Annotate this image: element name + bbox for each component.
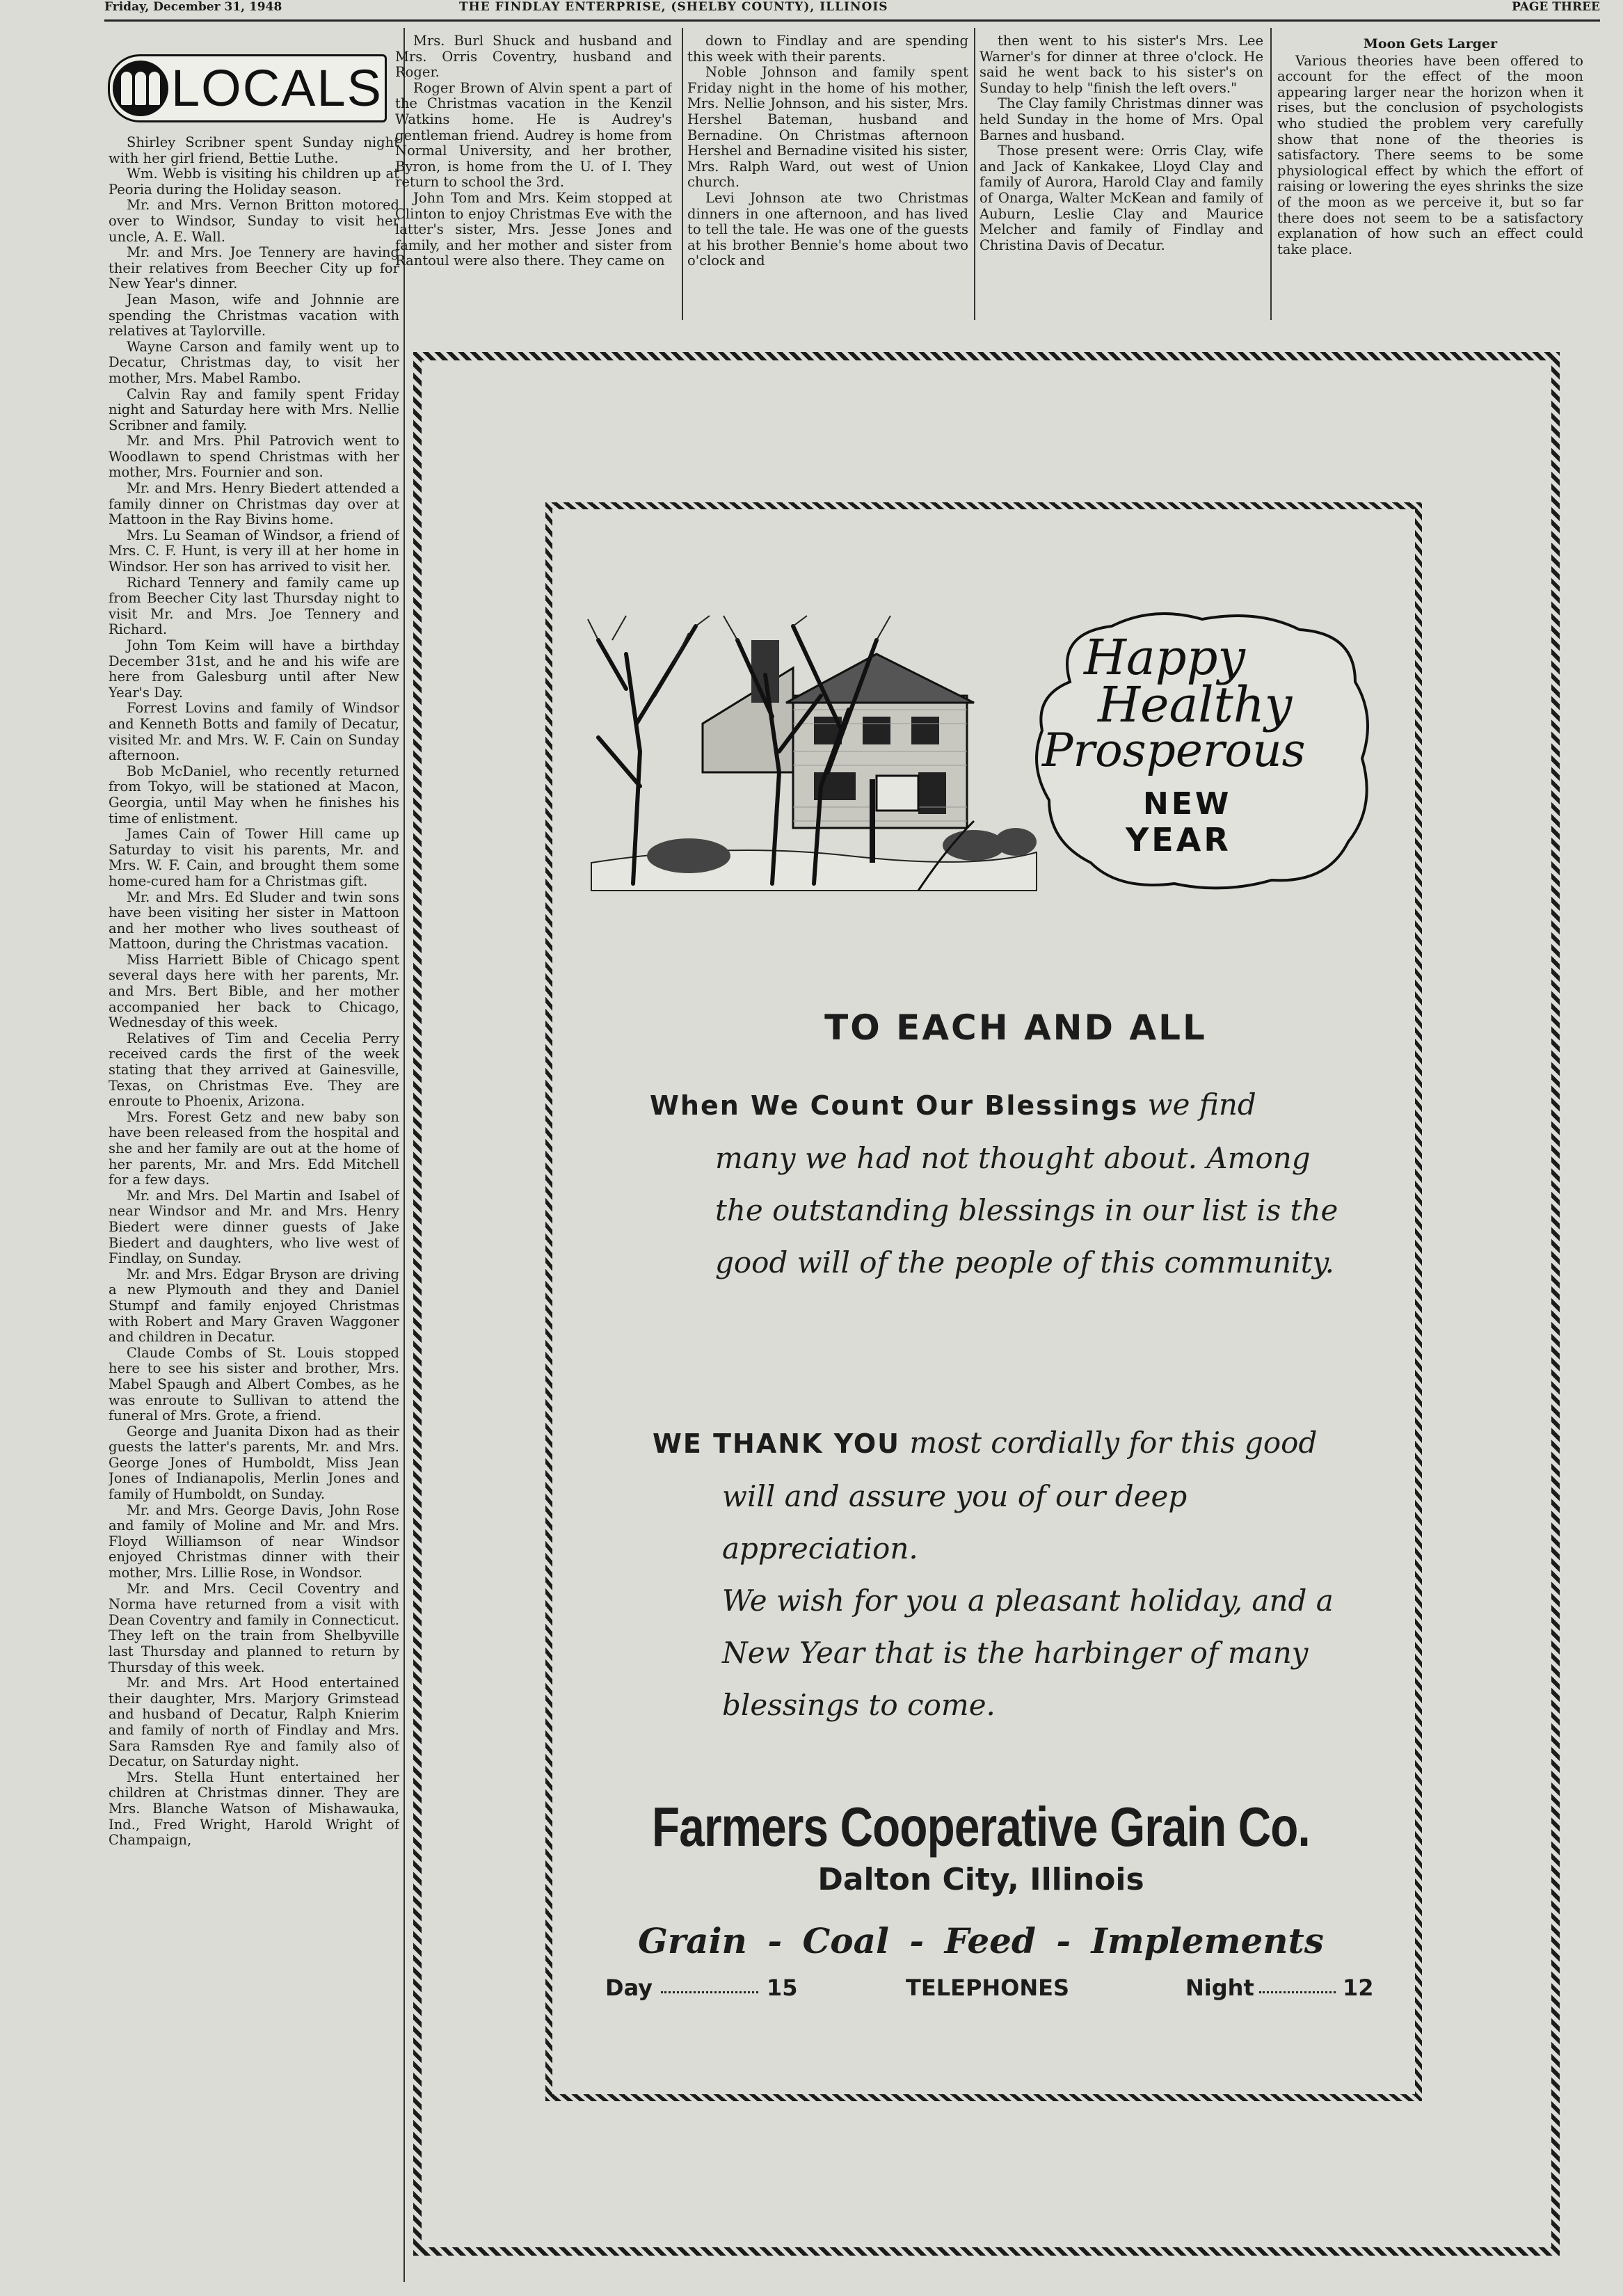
thank-you-paragraph <box>653 1417 1390 1731</box>
thank-you-line-5: blessings to come. <box>722 1688 996 1722</box>
greeting-prosperous: Prosperous <box>1042 724 1306 777</box>
blessings-line-3: the outstanding blessings in our list is the <box>715 1193 1338 1227</box>
news-paragraph: down to Findlay and are spending this week with their parents. <box>687 33 968 65</box>
news-paragraph: Wm. Webb is visiting his children up at Peoria during the Holiday season. <box>109 166 399 198</box>
company-city: Dalton City, Illinois <box>817 1862 1144 1897</box>
header-page-number: PAGE THREE <box>1512 0 1600 14</box>
thank-you-line-4: New Year that is the harbinger of many <box>722 1636 1309 1670</box>
news-paragraph: Noble Johnson and family spent Friday night in the home of his mother, Mrs. Nellie Johnson, and his sister, Mrs. Hershel Bateman, husband and Bernadine. On Christmas afternoon Hershel and Bernadine visited his sister, Mrs. Ralph Ward, out west of Union church. <box>687 64 968 191</box>
blessings-line-2: many we had not thought about. Among <box>715 1141 1311 1175</box>
column-rule <box>682 28 683 320</box>
news-paragraph: John Tom Keim will have a birthday December 31st, and he and his wife are here from Galesburg until after New Year's Day. <box>109 637 399 701</box>
news-paragraph: Roger Brown of Alvin spent a part of the Christmas vacation in the Kenzil Watkins home. He is Audrey's gentleman friend. Audrey is home from Normal University, and her brother, Byron, is home from the U. of I. They return to school the 3rd. <box>395 79 672 191</box>
locals-column <box>109 135 399 2292</box>
news-paragraph: Mr. and Mrs. Del Martin and Isabel of near Windsor and Mr. and Mrs. Henry Biedert were dinner guests of Jake Biedert and daughters, who live west of Findlay, on Sunday. <box>109 1187 399 1267</box>
phone-night-leader <box>1259 1991 1336 1993</box>
news-paragraph: Mr. and Mrs. Joe Tennery are having their relatives from Beecher City up for New Year's dinner. <box>109 244 399 292</box>
news-paragraph: Mrs. Burl Shuck and husband and Mrs. Orris Coventry, husband and Roger. <box>395 33 672 81</box>
blessings-line-4: good will of the people of this community. <box>715 1245 1334 1279</box>
news-paragraph: The Clay family Christmas dinner was held Sunday in the home of Mrs. Opal Barnes and husband. <box>980 95 1263 143</box>
people-group-icon <box>113 61 168 116</box>
news-paragraph: Those present were: Orris Clay, wife and Jack of Kankakee, Lloyd Clay and family of Aurora, Harold Clay and family of Onarga, Walter McKean and family of Auburn, Leslie Clay and Maurice Melcher and family of Findlay and Christina Davis of Decatur. <box>980 143 1263 253</box>
news-column-3 <box>687 33 968 326</box>
phone-night-label: Night <box>1185 1975 1254 2001</box>
news-paragraph: Claude Combs of St. Louis stopped here to see his sister and brother, Mrs. Mabel Spaugh and Albert Combes, as he was enroute to Sullivan to attend the funeral of Mrs. Grote, a friend. <box>109 1344 399 1424</box>
news-paragraph: Mr. and Mrs. Art Hood entertained their daughter, Mrs. Marjory Grimstead and husband of Decatur, Ralph Knierim and family of north of Findlay and Mrs. Sara Ramsden Rye and family also of Decatur, on Saturday night. <box>109 1675 399 1770</box>
news-column-5 <box>1277 36 1583 328</box>
header-date: Friday, December 31, 1948 <box>104 0 282 14</box>
news-paragraph: Mr. and Mrs. Edgar Bryson are driving a new Plymouth and they and Daniel Stumpf and family enjoyed Christmas with Robert and Mary Graven Waggoner and children in Decatur. <box>109 1266 399 1346</box>
column-rule <box>974 28 975 320</box>
thank-you-line-3: We wish for you a pleasant holiday, and a <box>722 1584 1334 1618</box>
greeting-year: YEAR <box>1126 821 1231 859</box>
news-paragraph: Mr. and Mrs. Ed Sluder and twin sons have been visiting her sister in Mattoon and her mother who lives southeast of Mattoon, during the Christmas vacation. <box>109 888 399 952</box>
greeting-happy: Happy <box>1084 629 1245 686</box>
phone-day-number: 15 <box>767 1975 798 2001</box>
company-name: Farmers Cooperative Grain Co. <box>652 1796 1310 1858</box>
news-paragraph: then went to his sister's Mrs. Lee Warner's for dinner at three o'clock. He said he went back to his sister's on Sunday to help "finish the left overs." <box>980 33 1263 96</box>
thank-you-line-2: will and assure you of our deep appreciation. <box>722 1479 1188 1565</box>
column-rule <box>1270 28 1272 320</box>
locals-frame <box>108 54 387 122</box>
thank-you-lead: WE THANK YOU <box>653 1428 901 1459</box>
page-header <box>104 0 1600 22</box>
news-paragraph: Forrest Lovins and family of Windsor and Kenneth Botts and family of Decatur, visited Mr. and Mrs. W. F. Cain on Sunday afternoon. <box>109 700 399 764</box>
greeting-new: NEW <box>1143 786 1232 822</box>
blessings-paragraph <box>650 1078 1387 1289</box>
locals-title: LOCALS <box>171 59 383 117</box>
news-column-4 <box>980 33 1263 326</box>
news-paragraph: Relatives of Tim and Cecelia Perry received cards the first of the week stating that they arrived at Gainesville, Texas, on Christmas Eve. They are enroute to Phoenix, Arizona. <box>109 1030 399 1110</box>
company-products: Grain - Coal - Feed - Implements <box>638 1920 1324 1961</box>
news-paragraph: Various theories have been offered to account for the effect of the moon appearing larger near the horizon when it rises, but the conclusion of psychologists who studied the problem very carefully show that none of the theories is satisfactory. There seems to be some physiological effect by which the effort of raising or lowering the eyes shrinks the size of the moon as we perceive it, but so far there does not seem to be a satisfactory explanation of how such an effect could take place. <box>1277 52 1583 257</box>
news-paragraph: Mrs. Stella Hunt entertained her children at Christmas dinner. They are Mrs. Blanche Watson of Mishawauka, Ind., Fred Wright, Harold Wright of Champaign, <box>109 1769 399 1849</box>
phone-night-number: 12 <box>1343 1975 1374 2001</box>
blessings-line-1: we find <box>1147 1087 1256 1122</box>
news-paragraph: Mrs. Forest Getz and new baby son have been released from the hospital and she and her family are out at the home of her parents, Mr. and Mrs. Edd Mitchell for a few days. <box>109 1108 399 1188</box>
news-paragraph: George and Juanita Dixon had as their guests the latter's parents, Mr. and Mrs. George Jones of Humboldt, Miss Jean Jones of Indianapolis, Merlin Jones and family of Humboldt, on Sunday. <box>109 1423 399 1503</box>
news-paragraph: John Tom and Mrs. Keim stopped at Clinton to enjoy Christmas Eve with the latter's sister, Mrs. Jesse Jones and family, and her mother and sister from Rantoul were also there. They came on <box>395 189 672 269</box>
news-paragraph: Mr. and Mrs. Phil Patrovich went to Woodlawn to spend Christmas with her mother, Mrs. Fournier and son. <box>109 433 399 481</box>
news-paragraph: Calvin Ray and family spent Friday night and Saturday here with Mrs. Nellie Scribner and family. <box>109 385 399 433</box>
moon-article-title: Moon Gets Larger <box>1363 36 1498 51</box>
news-paragraph: Mr. and Mrs. Henry Biedert attended a family dinner on Christmas day over at Mattoon in the Ray Bivins home. <box>109 480 399 528</box>
column-rule <box>403 28 405 2282</box>
news-paragraph: Mr. and Mrs. Vernon Britton motored over to Windsor, Sunday to visit her uncle, A. E. Wall. <box>109 197 399 245</box>
news-paragraph: Wayne Carson and family went up to Decatur, Christmas day, to visit her mother, Mrs. Mabel Rambo. <box>109 338 399 386</box>
blessings-lead: When We Count Our Blessings <box>650 1090 1139 1121</box>
phone-day-leader <box>661 1991 758 1993</box>
news-paragraph: Miss Harriett Bible of Chicago spent several days here with her parents, Mr. and Mrs. Bert Bible, and her mother accompanied her back to Chicago, Wednesday of this week. <box>109 951 399 1031</box>
locals-masthead <box>108 54 383 124</box>
phone-day-label: Day <box>605 1975 653 2001</box>
house-winter-illustration <box>584 612 1044 904</box>
news-paragraph: Mr. and Mrs. George Davis, John Rose and family of Moline and Mr. and Mrs. Floyd Williamson of near Windsor enjoyed Christmas dinner with their mother, Mrs. Lillie Rose, in Wondsor. <box>109 1501 399 1581</box>
phone-center-label: TELEPHONES <box>906 1975 1070 2001</box>
news-paragraph: Mr. and Mrs. Cecil Coventry and Norma have returned from a visit with Dean Coventry and family in Connecticut. They left on the train from Shelbyville last Thursday and planned to return by Thursday of this week. <box>109 1580 399 1675</box>
news-column-2 <box>395 33 672 326</box>
greeting-healthy: Healthy <box>1098 676 1293 733</box>
news-paragraph: Bob McDaniel, who recently returned from Tokyo, will be stationed at Macon, Georgia, until May when he finishes his time of enlistment. <box>109 763 399 827</box>
news-paragraph: Richard Tennery and family came up from Beecher City last Thursday night to visit Mr. and Mrs. Joe Tennery and Richard. <box>109 574 399 638</box>
news-paragraph: James Cain of Tower Hill came up Saturday to visit his parents, Mr. and Mrs. W. F. Cain, and brought them some home-cured ham for a Christmas gift. <box>109 826 399 889</box>
news-paragraph: Levi Johnson ate two Christmas dinners in one afternoon, and has lived to tell the tale. He was one of the guests at his brother Bennie's home about two o'clock and <box>687 189 968 269</box>
news-paragraph: Jean Mason, wife and Johnnie are spending the Christmas vacation with relatives at Taylorville. <box>109 291 399 340</box>
thank-you-line-1: most cordially for this good <box>909 1426 1318 1460</box>
news-paragraph: Shirley Scribner spent Sunday night with her girl friend, Bettie Luthe. <box>109 135 399 166</box>
telephone-line <box>605 1975 1377 2002</box>
ad-heading: TO EACH AND ALL <box>824 1007 1207 1048</box>
greeting-badge <box>1028 612 1376 894</box>
header-paper-name: THE FINDLAY ENTERPRISE, (SHELBY COUNTY), ILLINOIS <box>459 0 888 14</box>
news-paragraph: Mrs. Lu Seaman of Windsor, a friend of Mrs. C. F. Hunt, is very ill at her home in Windsor. Her son has arrived to visit her. <box>109 527 399 575</box>
